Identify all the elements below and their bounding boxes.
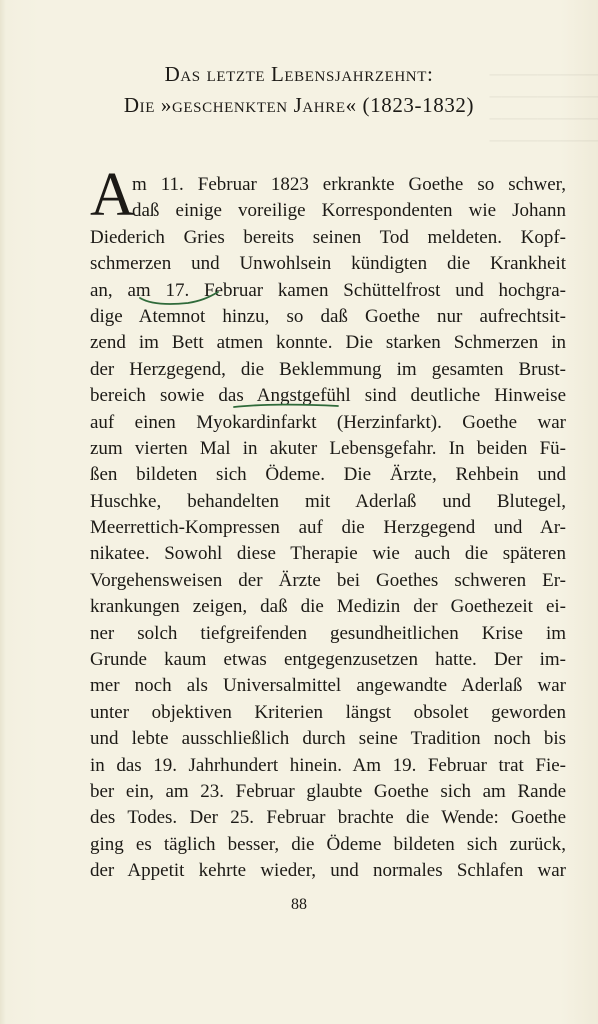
text-line: ner solch tiefgreifenden gesundheitlichen Krise im <box>90 622 566 644</box>
text-line: Vorgehensweisen der Ärzte bei Goethes schweren Er- <box>90 569 566 591</box>
show-through-text: ───────── ───────── ───────── ───────── <box>489 65 598 150</box>
text-line: bereich sowie das Angstgefühl sind deutliche Hinweise <box>90 385 566 407</box>
text-line: daß einige voreilige Korrespondenten wie Johann <box>132 200 566 222</box>
text-line: krankungen zeigen, daß die Medizin der Goethezeit ei- <box>90 596 566 618</box>
page-number: 88 <box>291 896 307 913</box>
text-line: zend im Bett atmen konnte. Die starken Schmerzen in <box>90 332 566 354</box>
text-line: in das 19. Jahrhundert hinein. Am 19. Februar trat Fie- <box>90 754 566 776</box>
text-line: m 11. Februar 1823 erkrankte Goethe so schwer, <box>132 174 566 195</box>
body-paragraph <box>90 172 566 885</box>
text-line: an, am 17. Februar kamen Schüttelfrost und hochgra- <box>90 279 566 301</box>
text-line: mer noch als Universalmittel angewandte Aderlaß war <box>90 675 566 697</box>
chapter-heading-line-1: Das letzte Lebensjahrzehnt: <box>164 62 434 86</box>
text-line: nikatee. Sowohl diese Therapie wie auch die späteren <box>90 543 566 565</box>
text-line: des Todes. Der 25. Februar brachte die Wende: Goethe <box>90 807 566 829</box>
text-line: ßen bildeten sich Ödeme. Die Ärzte, Rehbein und <box>90 464 566 486</box>
chapter-heading-line-2: Die »geschenkten Jahre« (1823-1832) <box>123 93 475 117</box>
text-line: ber ein, am 23. Februar glaubte Goethe sich am Rande <box>90 780 566 802</box>
text-line: dige Atemnot hinzu, so daß Goethe nur aufrechtsit- <box>90 305 566 327</box>
text-line: Meerrettich-Kompressen auf die Herzgegend und Ar- <box>90 517 566 539</box>
text-line: auf einen Myokardinfarkt (Herzinfarkt). Goethe war <box>90 411 566 433</box>
drop-cap: A <box>90 161 135 229</box>
text-line: zum vierten Mal in akuter Lebensgefahr. In beiden Fü- <box>90 437 566 459</box>
text-line: der Appetit kehrte wieder, und normales Schlafen war <box>90 860 566 882</box>
text-line: und lebte ausschließlich durch seine Tradition noch bis <box>90 728 566 750</box>
text-line: der Herzgegend, die Beklemmung im gesamten Brust- <box>90 358 566 380</box>
text-line: Grunde kaum etwas entgegenzusetzen hatte. Der im- <box>90 649 566 671</box>
text-line: Diederich Gries bereits seinen Tod meldeten. Kopf- <box>90 226 566 248</box>
text-line: unter objektiven Kriterien längst obsolet geworden <box>90 701 566 723</box>
text-line: ging es täglich besser, die Ödeme bildeten sich zurück, <box>90 833 566 855</box>
text-line: Huschke, behandelten mit Aderlaß und Blutegel, <box>90 490 566 512</box>
text-line: schmerzen und Unwohlsein kündigten die Krankheit <box>90 253 566 275</box>
